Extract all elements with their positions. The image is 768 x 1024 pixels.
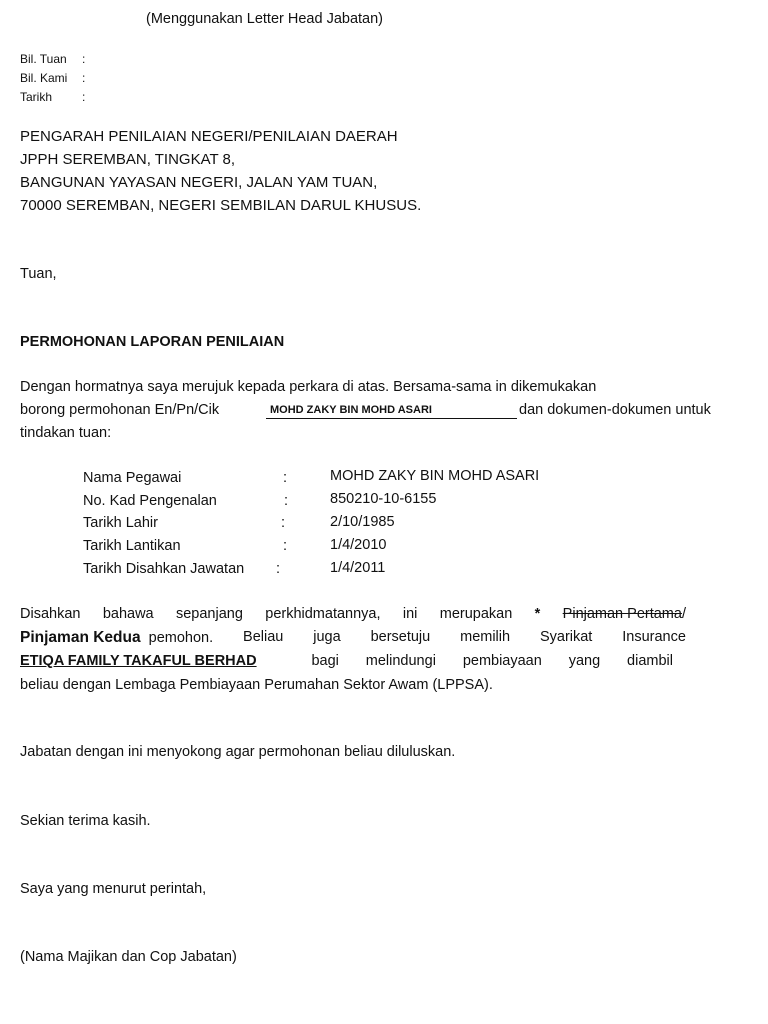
ref-sep: : (82, 71, 86, 85)
para2-line-3 (20, 653, 673, 669)
address-line: BANGUNAN YAYASAN NEGERI, JALAN YAM TUAN, (20, 174, 378, 191)
word: perkhidmatannya, (265, 606, 381, 622)
detail-sep: : (276, 561, 281, 577)
word: bagi (311, 653, 339, 669)
word: Syarikat (539, 629, 593, 645)
word: juga (313, 629, 341, 645)
detail-value: 1/4/2011 (330, 560, 386, 576)
address-line: PENGARAH PENILAIAN NEGERI/PENILAIAN DAERAH (20, 128, 398, 145)
ref-label: Tarikh (20, 90, 53, 104)
address-line: 70000 SEREMBAN, NEGERI SEMBILAN DARUL KHUSUS. (20, 197, 422, 214)
applicant-name-fill: MOHD ZAKY BIN MOHD ASARI (266, 403, 517, 419)
asterisk-mark: * (534, 606, 541, 622)
support-statement: Jabatan dengan ini menyokong agar permohonan beliau diluluskan. (20, 744, 456, 760)
para2-line-4: beliau dengan Lembaga Pembiayaan Perumahan Sektor Awam (LPPSA). (20, 677, 493, 693)
para2-line-1 (20, 606, 686, 622)
word: melindungi (365, 653, 436, 669)
ref-label: Bil. Tuan (20, 52, 67, 66)
letterhead-note: (Menggunakan Letter Head Jabatan) (146, 11, 383, 27)
ref-sep: : (82, 90, 86, 104)
detail-value: MOHD ZAKY BIN MOHD ASARI (330, 468, 540, 484)
detail-label: Tarikh Lahir (83, 515, 158, 531)
slash: / (681, 606, 686, 622)
word: ini (402, 606, 418, 622)
word: sepanjang (175, 606, 243, 622)
selected-option: Pinjaman Kedua (20, 629, 141, 646)
address-line: JPPH SEREMBAN, TINGKAT 8, (20, 151, 236, 168)
word: Insurance (622, 629, 686, 645)
detail-sep: : (281, 515, 286, 531)
word: Beliau (243, 629, 284, 645)
ref-label: Bil. Kami (20, 71, 68, 85)
detail-label: Nama Pegawai (83, 470, 182, 486)
detail-value: 850210-10-6155 (330, 491, 437, 507)
insurer-name: ETIQA FAMILY TAKAFUL BERHAD (20, 653, 257, 669)
detail-label: Tarikh Lantikan (83, 538, 181, 554)
detail-value: 2/10/1985 (330, 514, 395, 530)
word: Disahkan (20, 606, 81, 622)
word: memilih (460, 629, 511, 645)
intro-line-3: tindakan tuan: (20, 425, 112, 441)
word: bersetuju (370, 629, 431, 645)
signature-placeholder: (Nama Majikan dan Cop Jabatan) (20, 949, 237, 965)
detail-sep: : (284, 493, 289, 509)
closing-line: Saya yang menurut perintah, (20, 881, 207, 897)
word: pemohon. (148, 630, 214, 646)
intro-line-1: Dengan hormatnya saya merujuk kepada perkara di atas. Bersama-sama in dikemukakan (20, 379, 597, 395)
detail-value: 1/4/2010 (330, 537, 387, 553)
salutation: Tuan, (20, 266, 57, 282)
detail-sep: : (283, 538, 288, 554)
word: diambil (627, 653, 673, 669)
detail-label: No. Kad Pengenalan (83, 493, 217, 509)
word: bahawa (102, 606, 154, 622)
detail-sep: : (283, 470, 288, 486)
intro-line-2-start: borong permohonan En/Pn/Cik (20, 402, 220, 418)
thanks-line: Sekian terima kasih. (20, 813, 151, 829)
word: yang (568, 653, 601, 669)
detail-label: Tarikh Disahkan Jawatan (83, 561, 245, 577)
para2-line-2 (20, 629, 686, 647)
struck-option: Pinjaman Pertama (562, 606, 682, 622)
word: pembiayaan (462, 653, 542, 669)
ref-bil-tuan (20, 52, 85, 66)
ref-tarikh (20, 90, 85, 104)
word: merupakan (439, 606, 513, 622)
subject-heading: PERMOHONAN LAPORAN PENILAIAN (20, 334, 285, 350)
ref-bil-kami (20, 71, 85, 85)
ref-sep: : (82, 52, 86, 66)
intro-line-2-end: dan dokumen-dokumen untuk (519, 402, 711, 418)
